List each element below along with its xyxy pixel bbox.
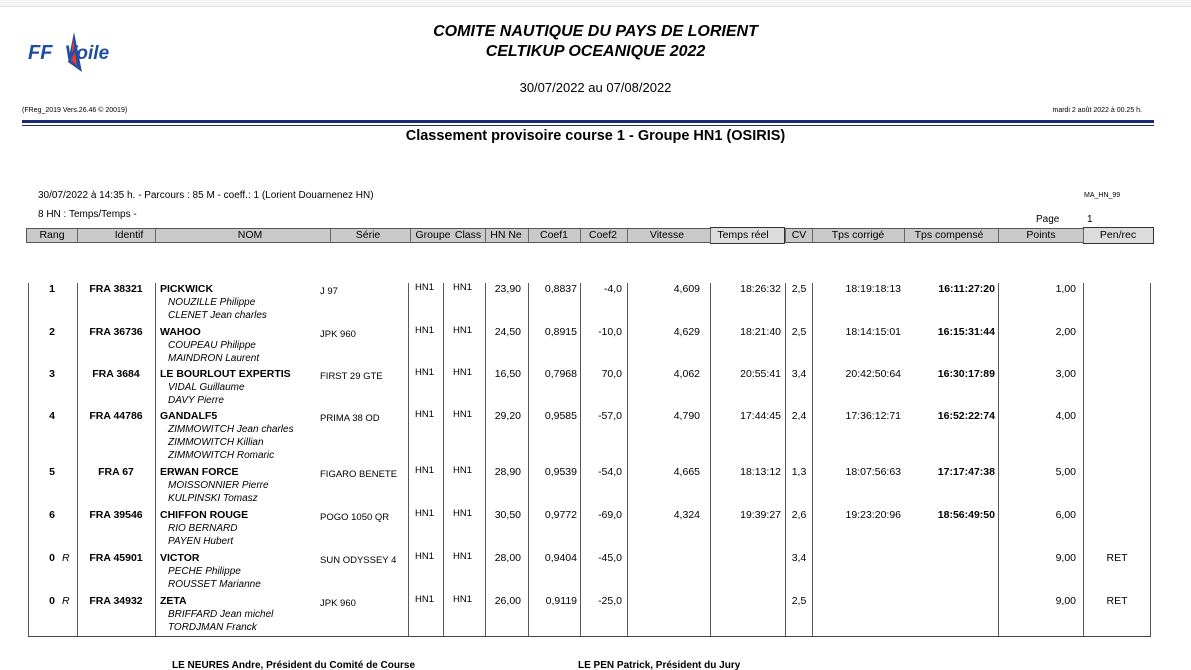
scoring-info: 8 HN : Temps/Temps - [38,209,137,220]
rank: 4 [49,410,55,422]
crew-member: BRIFFARD Jean michel [168,609,274,620]
cv: 2,5 [791,595,807,607]
crew-member: KULPINSKI Tomasz [168,493,258,504]
column-header-identif: Identif [114,229,144,241]
column-header-coef2: Coef2 [588,229,618,241]
header-divider [485,229,486,243]
rank: 3 [49,368,55,380]
elapsed-time: 18:13:12 [740,466,781,478]
header-divider [904,229,905,243]
boat-series: POGO 1050 QR [320,512,390,523]
header-divider [785,229,786,243]
header-divider [155,229,156,243]
elapsed-time: 19:39:27 [740,509,781,521]
speed: 4,665 [673,466,700,478]
corrected-time: 20:42:50:64 [845,368,901,380]
page-label: Page [1036,214,1060,225]
cv: 1,3 [791,466,807,478]
header-rule-thick [22,120,1154,123]
coef1: 0,9539 [544,466,577,478]
column-header-rang: Rang [39,229,65,241]
coef1: 0,8837 [544,283,577,295]
boat-name: ERWAN FORCE [160,466,239,478]
sail-number: FRA 44786 [89,410,143,422]
corrected-time: 18:19:18:13 [845,283,901,295]
rank-flag: R [62,595,70,607]
crew-member: CLENET Jean charles [168,310,267,321]
coef1: 0,9404 [544,552,577,564]
coef1: 0,9119 [545,595,577,607]
coef1: 0,9585 [544,410,577,422]
table-column-line [408,283,409,636]
group: HN1 [415,282,435,293]
column-header-serie: Série [355,229,381,241]
speed: 4,629 [673,326,700,338]
corrected-time: 18:14:15:01 [845,326,901,338]
handicap: 30,50 [494,509,521,521]
header-divider [998,229,999,243]
rank: 6 [49,509,55,521]
rank: 2 [49,326,55,338]
crew-member: COUPEAU Philippe [168,340,256,351]
crew-member: ZIMMOWITCH Jean charles [168,424,294,435]
sail-number: FRA 34932 [89,595,143,607]
boat-series: SUN ODYSSEY 4 [320,555,397,566]
boat-series: PRIMA 38 OD [320,413,380,424]
header-divider [77,229,78,243]
boat-series: FIGARO BENETE [320,469,398,480]
coef2: -25,0 [598,595,622,607]
compensated-time: 16:30:17:89 [937,368,995,380]
sail-number: FRA 39546 [89,509,143,521]
header-divider [330,229,331,243]
race-committee-signature: LE NEURES Andre, Président du Comité de Course [172,660,416,670]
column-header-tps-corrige: Tps corrigé [831,229,885,241]
coef2: -54,0 [598,466,622,478]
rank-flag: R [62,552,70,564]
group: HN1 [415,594,435,605]
boat-series: JPK 960 [320,598,356,609]
column-header-nom: NOM [237,229,263,241]
coef2: -4,0 [603,283,622,295]
crew-member: PAYEN Hubert [168,536,234,547]
table-column-line [710,283,711,636]
points: 4,00 [1055,410,1076,422]
compensated-time: 16:11:27:20 [938,283,995,295]
table-column-line [580,283,581,636]
group: HN1 [415,409,435,420]
class: HN1 [453,508,473,519]
event-dates: 30/07/2022 au 07/08/2022 [519,80,672,95]
speed: 4,324 [673,509,700,521]
column-header-hn: HN Ne [490,229,522,241]
print-date: mardi 2 août 2022 à 00.25 h. [1052,107,1142,114]
handicap: 23,90 [494,283,521,295]
software-version: (FReg_2019 Vers.26.46 © 20019) [22,107,128,114]
penalty: RET [1106,595,1128,607]
cv: 2,6 [791,509,807,521]
elapsed-time: 18:21:40 [740,326,781,338]
crew-member: TORDJMAN Franck [168,622,257,633]
crew-member: VIDAL Guillaume [168,382,245,393]
header-divider [410,229,411,243]
coef1: 0,9772 [544,509,577,521]
crew-member: DAVY Pierre [168,395,224,406]
handicap: 26,00 [494,595,521,607]
compensated-time: 18:56:49:50 [937,509,995,521]
coef2: -69,0 [598,509,622,521]
header-divider [627,229,628,243]
group: HN1 [415,508,435,519]
class: HN1 [453,594,473,605]
cv: 2,5 [791,326,807,338]
class: HN1 [453,465,473,476]
table-column-line [812,283,813,636]
speed: 4,790 [673,410,700,422]
page-number: 1 [1087,214,1093,225]
table-bottom-line [28,636,1151,637]
compensated-time: 16:52:22:74 [937,410,995,422]
cv: 3,4 [791,368,807,380]
table-column-line [998,283,999,636]
header-rule-thin [22,125,1154,126]
header-divider [710,229,711,243]
boat-name: CHIFFON ROUGE [160,509,249,521]
group: HN1 [415,325,435,336]
coef2: -10,0 [598,326,622,338]
race-info: 30/07/2022 à 14:35 h. - Parcours : 85 M - coeff.: 1 (Lorient Douarnenez HN) [38,190,374,201]
sail-number: FRA 38321 [89,283,143,295]
event-title: CELTIKUP OCEANIQUE 2022 [485,43,706,60]
event-organizer-title: COMITE NAUTIQUE DU PAYS DE LORIENT [433,23,758,40]
crew-member: MOISSONNIER Pierre [168,480,269,491]
group: HN1 [415,367,435,378]
sail-number: FRA 45901 [89,552,143,564]
column-header-tps-compense: Tps compensé [914,229,984,241]
jury-signature: LE PEN Patrick, Président du Jury [578,660,741,670]
coef2: -45,0 [598,552,622,564]
compensated-time: 17:17:47:38 [937,466,995,478]
table-column-line [785,283,786,636]
crew-member: MAINDRON Laurent [168,353,260,364]
boat-name: WAHOO [160,326,201,338]
window-top-edge [0,0,1191,7]
boat-name: VICTOR [160,552,200,564]
cv: 2,5 [791,283,807,295]
handicap: 24,50 [494,326,521,338]
elapsed-time: 20:55:41 [740,368,781,380]
sail-number: FRA 3684 [92,368,140,380]
page-title: Classement provisoire course 1 - Groupe HN1 (OSIRIS) [405,128,786,144]
speed: 4,609 [673,283,700,295]
column-header-class: Class [454,229,482,241]
column-header-vitesse: Vitesse [649,229,685,241]
class: HN1 [453,409,473,420]
points: 5,00 [1055,466,1076,478]
points: 1,00 [1055,283,1076,295]
crew-member: PECHE Philippe [168,566,241,577]
crew-member: ROUSSET Marianne [168,579,261,590]
corrected-time: 17:36:12:71 [845,410,901,422]
rank: 0 [49,552,55,564]
class: HN1 [453,551,473,562]
header-divider [528,229,529,243]
class: HN1 [453,325,473,336]
column-header-coef1: Coef1 [539,229,569,241]
cv: 2,4 [791,410,807,422]
table-column-line [627,283,628,636]
penalty: RET [1106,552,1128,564]
group: HN1 [415,465,435,476]
table-column-line [528,283,529,636]
header-divider [1083,229,1084,243]
table-column-line [485,283,486,636]
table-column-line [155,283,156,636]
crew-member: ZIMMOWITCH Killian [168,437,264,448]
boat-series: FIRST 29 GTE [320,371,383,382]
column-header-pen-rec: Pen/rec [1099,229,1137,241]
table-column-line [443,283,444,636]
boat-name: GANDALF5 [160,410,218,422]
points: 9,00 [1055,552,1076,564]
table-column-line [28,283,29,636]
column-header-groupe: Groupe [415,229,451,241]
sail-number: FRA 36736 [89,326,143,338]
points: 9,00 [1055,595,1076,607]
cv: 3,4 [791,552,807,564]
rank: 0 [49,595,55,607]
group: HN1 [415,551,435,562]
handicap: 28,90 [494,466,521,478]
coef2: 70,0 [601,368,622,380]
handicap: 29,20 [494,410,521,422]
boat-series: J 97 [320,286,338,297]
rank: 1 [49,283,55,295]
rank: 5 [49,466,55,478]
coef2: -57,0 [598,410,622,422]
table-column-line [1083,283,1084,636]
report-code: MA_HN_99 [1084,192,1121,199]
crew-member: ZIMMOWITCH Romaric [168,450,275,461]
boat-series: JPK 960 [320,329,356,340]
compensated-time: 16:15:31:44 [937,326,995,338]
column-header-cv: CV [791,229,807,241]
class: HN1 [453,282,473,293]
corrected-time: 19:23:20:96 [845,509,901,521]
points: 3,00 [1055,368,1076,380]
speed: 4,062 [673,368,700,380]
header-divider [812,229,813,243]
crew-member: RIO BERNARD [168,523,238,534]
column-header-temps-reel: Temps réel [717,229,769,241]
boat-name: ZETA [160,595,187,607]
logo-text: FF Voile [28,42,110,64]
boat-name: LE BOURLOUT EXPERTIS [160,368,291,380]
crew-member: NOUZILLE Philippe [168,297,256,308]
points: 6,00 [1055,509,1076,521]
elapsed-time: 17:44:45 [740,410,781,422]
class: HN1 [453,367,473,378]
elapsed-time: 18:26:32 [740,283,781,295]
column-header-points: Points [1026,229,1056,241]
corrected-time: 18:07:56:63 [845,466,901,478]
points: 2,00 [1055,326,1076,338]
handicap: 16,50 [494,368,521,380]
handicap: 28,00 [494,552,521,564]
coef1: 0,8915 [544,326,577,338]
sail-number: FRA 67 [98,466,134,478]
table-column-line [1150,283,1151,636]
table-column-line [77,283,78,636]
coef1: 0,7968 [544,368,577,380]
header-divider [580,229,581,243]
boat-name: PICKWICK [160,283,214,295]
